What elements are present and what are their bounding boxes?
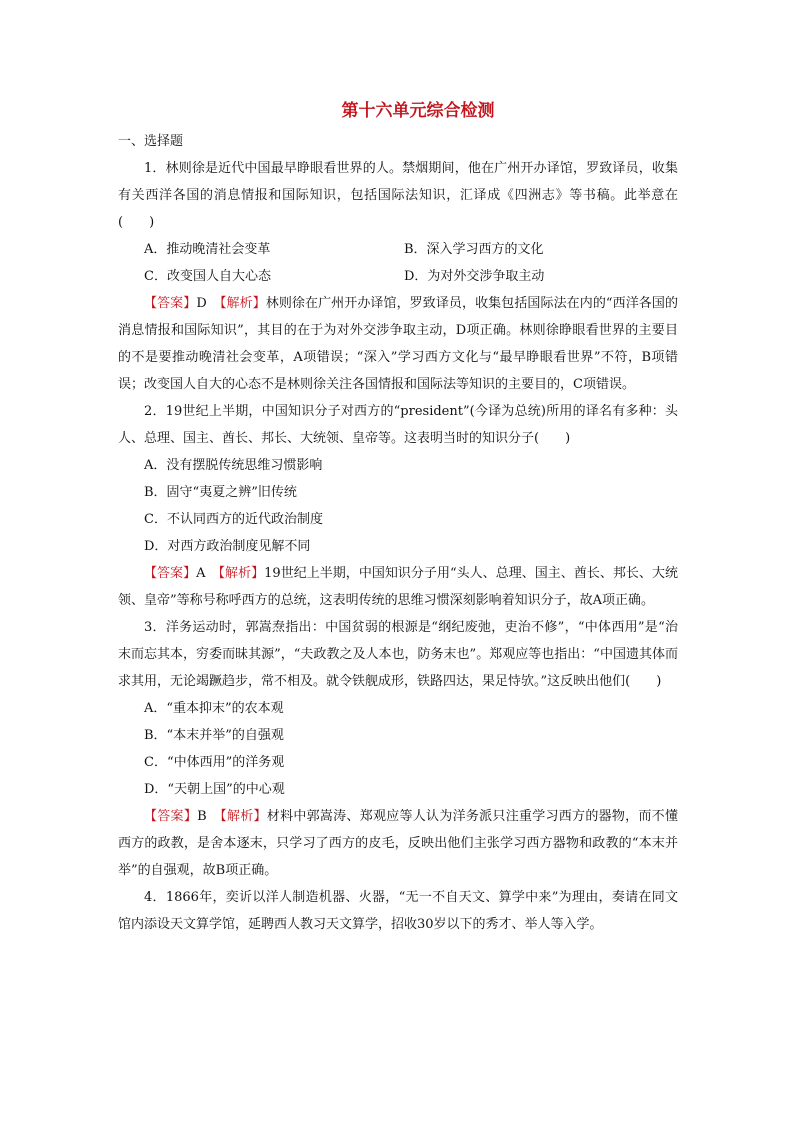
document-page (118, 98, 678, 938)
analysis-text: 材料中郭嵩涛、郑观应等人认为洋务派只注重学习西方的器物，而不懂西方的政教，是舍本逐末，只学习了西方的皮毛，反映出他们主张学习西方器物和政教的“本末并举”的自强观，故B项正确。 (118, 809, 678, 878)
question-2-answer (118, 560, 678, 614)
question-1-answer (118, 290, 678, 398)
question-1-option-a: A．推动晚清社会变革 (144, 242, 271, 257)
analysis-text: 19世纪上半期，中国知识分子用“头人、总理、国主、酋长、邦长、大统领、皇帝”等称号称呼西方的总统，这表明传统的思维习惯深刻影响着知识分子，故A项正确。 (118, 566, 678, 608)
question-3-option-b: B．“本末并举”的自强观 (144, 728, 284, 743)
section-heading: 一、选择题 (118, 134, 184, 149)
analysis-tag: 【解析】 (218, 566, 265, 581)
question-2-option-c: C．不认同西方的近代政治制度 (144, 512, 323, 527)
question-3-answer (118, 803, 678, 884)
question-1-option-d: D．为对外交涉争取主动 (404, 269, 545, 284)
question-3-option-c: C．“中体西用”的洋务观 (144, 755, 285, 770)
analysis-tag: 【解析】 (219, 296, 266, 311)
page-title: 第十六单元综合检测 (341, 101, 495, 121)
question-4-stem: 4．1866年，奕䜣以洋人制造机器、火器，“无一不自天文、算学中来”为理由，奏请在同文馆内添设天文算学馆，延聘西人教习天文算学，招收30岁以下的秀才、举人等入学。 (118, 890, 678, 932)
question-2-option-a: A．没有摆脱传统思维习惯影响 (144, 458, 323, 473)
question-2-option-d: D．对西方政治制度见解不同 (144, 539, 311, 554)
question-3-option-a: A．“重本抑末”的农本观 (144, 701, 284, 716)
answer-tag: 【答案】 (144, 809, 198, 824)
answer-tag: 【答案】 (144, 566, 197, 581)
question-1-option-c: C．改变国人自大心态 (144, 269, 271, 284)
question-2-stem: 2．19世纪上半期，中国知识分子对西方的“president”(今译为总统)所用的译名有多种：头人、总理、国主、酋长、邦长、大统领、皇帝等。这表明当时的知识分子( ) (118, 404, 678, 446)
question-3-option-d: D．“天朝上国”的中心观 (144, 782, 285, 797)
question-1-option-b: B．深入学习西方的文化 (404, 242, 544, 257)
answer-value: A (196, 566, 206, 581)
analysis-text: 林则徐在广州开办译馆，罗致译员，收集包括国际法在内的“西洋各国的消息情报和国际知识”，其目的在于为对外交涉争取主动，D项正确。林则徐睁眼看世界的主要目的不是要推动晚清社会变革，A项错误；“深入”学习西方文化与“最早睁眼看世界”不符，B项错误；改变国人自大的心态不是林则徐关注各国情报和国际法等知识的主要目的，C项错误。 (118, 296, 678, 392)
question-3-stem: 3．洋务运动时，郭嵩焘指出：中国贫弱的根源是“纲纪废弛，吏治不修”，“中体西用”是“治末而忘其本，穷委而昧其源”，“夫政教之及人本也，防务末也”。郑观应等也指出：“中国遗其体而求其用，无论竭蹶趋步，常不相及。就令铁舰成形，铁路四达，果足恃欤。”这反映出他们( ) (118, 620, 678, 689)
question-1-stem: 1．林则徐是近代中国最早睁眼看世界的人。禁烟期间，他在广州开办译馆，罗致译员，收集有关西洋各国的消息情报和国际知识，包括国际法知识，汇译成《四洲志》等书稿。此举意在( ) (118, 161, 678, 230)
answer-value: B (197, 809, 207, 824)
analysis-tag: 【解析】 (220, 809, 267, 824)
answer-tag: 【答案】 (144, 296, 197, 311)
question-2-option-b: B．固守“夷夏之辨”旧传统 (144, 485, 297, 500)
question-1-options-row-1 (118, 236, 678, 263)
question-1-options-row-2 (118, 263, 678, 290)
answer-value: D (196, 296, 207, 311)
